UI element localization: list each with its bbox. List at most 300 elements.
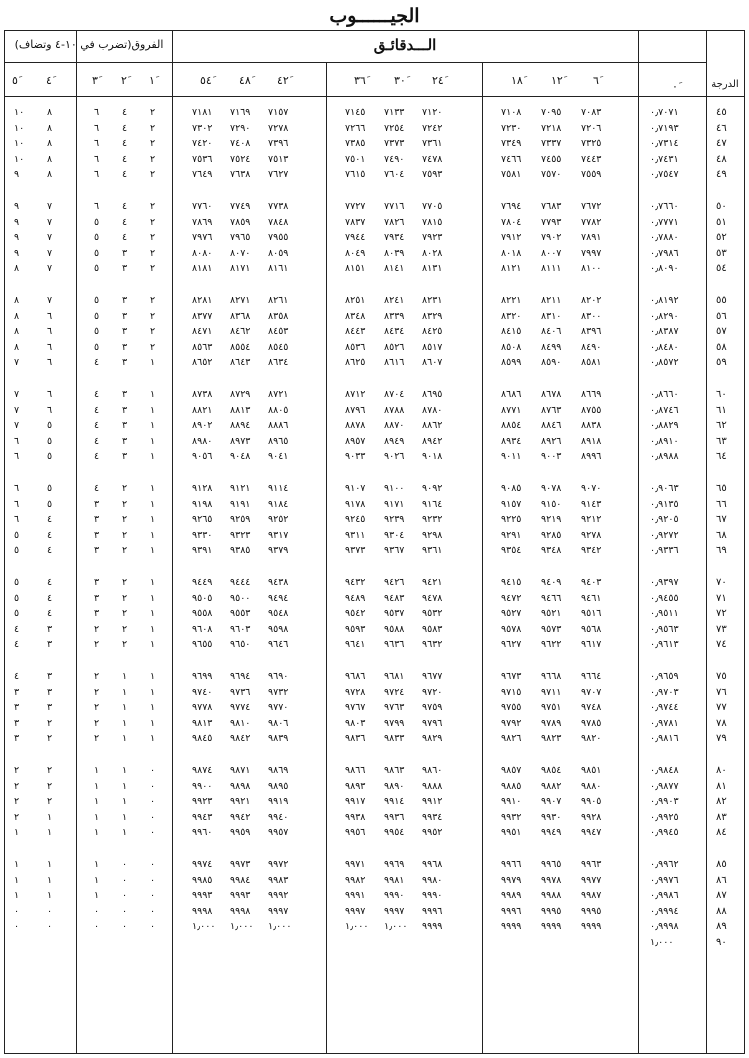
minute-cell: ٩٩٧٣ <box>230 859 251 870</box>
value-cell: ٠٫٨٩٨٨ <box>650 451 679 463</box>
value-cell: ٠٫٩٤٥٥ <box>650 592 679 604</box>
minute-cell: ٩٩٠٥ <box>581 796 602 808</box>
minute-col-header: ٤٢َ <box>277 74 289 87</box>
minute-cell: ٩٦٠٣ <box>230 623 251 635</box>
minute-cell: ٧٢٠٦ <box>581 122 602 134</box>
difference-cell: ٠ <box>150 921 156 933</box>
minute-cell: ٩٨٨٠ <box>581 780 602 792</box>
minute-cell: ٨٣١٠ <box>541 310 562 322</box>
difference-cell: ٢ <box>150 201 156 212</box>
difference-cell: ١٠ <box>14 122 25 134</box>
minute-cell: ٧٢٣٠ <box>501 122 522 134</box>
degree-header: الدرجة <box>711 79 739 90</box>
difference-cell: ١ <box>94 765 100 776</box>
difference-cell: ١ <box>94 780 100 792</box>
difference-cell: ١ <box>122 765 128 776</box>
border-right <box>744 30 745 1054</box>
value-cell: ٠٫٩٩٧٦ <box>650 874 679 886</box>
difference-cell: ١٠ <box>14 138 25 150</box>
minute-cell: ٨٧٠٤ <box>384 389 405 400</box>
minute-cell: ٨٦٠٧ <box>422 357 443 369</box>
degree-cell: ٨٧ <box>716 890 727 902</box>
difference-cell: ٣ <box>47 702 53 714</box>
minute-cell: ٩٩٢٨ <box>581 811 602 823</box>
minute-cell: ٩٣٤٨ <box>541 545 562 557</box>
difference-cell: ٦ <box>94 107 100 118</box>
minute-cell: ٩٦٥٥ <box>192 639 213 651</box>
value-cell: ٠٫٩٧٠٣ <box>650 686 679 698</box>
minute-cell: ٩٥٨٨ <box>384 623 405 635</box>
divider <box>172 30 173 1054</box>
minute-cell: ٨٣٢٩ <box>422 310 443 322</box>
minute-cell: ٩٨٦٦ <box>345 765 366 776</box>
minute-cell: ٨٦٢٥ <box>345 357 366 369</box>
difference-cell: ٤ <box>14 671 20 682</box>
difference-cell: ٣ <box>47 639 53 651</box>
difference-cell: ١ <box>150 483 156 494</box>
value-cell: ١٫٠٠٠ <box>650 937 674 948</box>
minute-cell: ٩٤٨٣ <box>384 592 405 604</box>
difference-cell: ٠ <box>150 874 156 886</box>
value-cell: ٠٫٩٢٧٢ <box>650 529 679 541</box>
degree-cell: ٨٨ <box>716 905 727 917</box>
minute-cell: ٧٦٠٤ <box>384 169 405 181</box>
minute-cell: ٨٥٥٤ <box>230 341 251 353</box>
difference-cell: ٢ <box>122 639 128 651</box>
difference-cell: ٢ <box>122 592 128 604</box>
difference-cell: ١ <box>122 780 128 792</box>
minute-cell: ٩٩٤٠ <box>268 811 289 823</box>
minute-cell: ٩٩٩٦ <box>422 905 443 917</box>
difference-cell: ١ <box>150 592 156 604</box>
minute-cell: ٨٤٥٣ <box>268 326 289 338</box>
difference-cell: ٠ <box>14 921 20 933</box>
minute-cell: ٩٧٦٣ <box>384 702 405 714</box>
minute-cell: ٩٥٤٨ <box>268 608 289 620</box>
difference-cell: ٦ <box>47 404 53 416</box>
minute-cell: ١٫٠٠٠ <box>230 921 254 933</box>
minute-cell: ٧٩٩٧ <box>581 247 602 259</box>
minute-cell: ٩٨٢٣ <box>541 733 562 745</box>
minute-cell: ٩٩٩٧ <box>384 905 405 917</box>
difference-cell: ٥ <box>47 498 53 510</box>
minute-cell: ٩٢٣٩ <box>384 514 405 526</box>
minute-cell: ٩٩٩٩ <box>501 921 522 933</box>
value-cell: ٠٫٩٩٨٦ <box>650 890 679 902</box>
difference-cell: ٢ <box>47 765 53 776</box>
value-cell: ٠٫٩٦٥٩ <box>650 671 679 682</box>
minute-cell: ٩٢٥٩ <box>230 514 251 526</box>
difference-cell: ١ <box>150 357 156 369</box>
difference-cell: ٤ <box>122 153 128 165</box>
degree-cell: ٥٤ <box>716 263 727 275</box>
minute-cell: ٩٦٤٦ <box>268 639 289 651</box>
minute-cell: ٩٣١٧ <box>268 529 289 541</box>
divider <box>638 30 639 1054</box>
degree-cell: ٦٥ <box>716 483 727 494</box>
minute-cell: ٩٩٤٧ <box>581 827 602 839</box>
value-cell: ٠٫٩٩٤٥ <box>650 827 679 839</box>
minute-cell: ٩٩٩٩ <box>541 921 562 933</box>
minute-cell: ٨٤٠٦ <box>541 326 562 338</box>
minute-cell: ٩٨٦٩ <box>268 765 289 776</box>
difference-cell: ٩ <box>14 201 20 212</box>
degree-cell: ٤٨ <box>716 153 727 165</box>
header-divider <box>4 62 707 63</box>
minute-cell: ٩٩٩٧ <box>268 905 289 917</box>
difference-cell: ٣ <box>122 451 128 463</box>
minute-cell: ٧٤٥٥ <box>541 153 562 165</box>
minute-cell: ٩٩٩٣ <box>192 890 213 902</box>
difference-cell: ١ <box>122 671 128 682</box>
minute-cell: ٩٩٢٣ <box>192 796 213 808</box>
difference-cell: ٣ <box>122 357 128 369</box>
minute-cell: ٩٢١٢ <box>581 514 602 526</box>
difference-cell: ٣ <box>94 545 100 557</box>
minute-cell: ٩٧٧٠ <box>268 702 289 714</box>
minute-cell: ٨٦٩٥ <box>422 389 443 400</box>
minute-cell: ٩٨١٠ <box>230 717 251 729</box>
minute-cell: ٧٧٨٢ <box>581 216 602 228</box>
minute-col-header: ٣٠َ <box>394 74 406 87</box>
minute-cell: ٩٤٧٨ <box>422 592 443 604</box>
minute-cell: ٩٩١٧ <box>345 796 366 808</box>
value-cell: ٠٫٨٥٧٢ <box>650 357 679 369</box>
minute-col-header: ١٢َ <box>551 74 563 87</box>
difference-cell: ٥ <box>14 608 20 620</box>
minute-cell: ٩٩٤٢ <box>230 811 251 823</box>
difference-cell: ٦ <box>94 201 100 212</box>
difference-cell: ٠ <box>47 921 53 933</box>
minute-cell: ٩٧٢٨ <box>345 686 366 698</box>
minute-cell: ٧٢٤٢ <box>422 122 443 134</box>
difference-cell: ٠ <box>122 890 128 902</box>
minute-cell: ٧٦٨٣ <box>541 201 562 212</box>
minute-cell: ٧٨٠٤ <box>501 216 522 228</box>
difference-cell: ١ <box>150 733 156 745</box>
minute-cell: ٧٢٦٦ <box>345 122 366 134</box>
minute-cell: ٩٣٥٤ <box>501 545 522 557</box>
minute-cell: ٨٠٧٠ <box>230 247 251 259</box>
degree-cell: ٦٠ <box>716 389 727 400</box>
difference-cell: ٢ <box>150 247 156 259</box>
difference-cell: ٥ <box>94 310 100 322</box>
difference-cell: ١ <box>94 796 100 808</box>
minute-cell: ٩٤٦٦ <box>541 592 562 604</box>
minute-cell: ٨٦٥٢ <box>192 357 213 369</box>
minute-cell: ٨٧١٢ <box>345 389 366 400</box>
minute-cell: ٩٩٧١ <box>345 859 366 870</box>
diff-col-header: ٢َ <box>121 74 127 87</box>
degree-cell: ٨٩ <box>716 921 727 933</box>
degree-cell: ٦٢ <box>716 420 727 432</box>
minute-cell: ٨٩٦٥ <box>268 435 289 447</box>
difference-cell: ١ <box>122 827 128 839</box>
difference-cell: ١ <box>94 874 100 886</box>
minute-cell: ٩٩٦٩ <box>384 859 405 870</box>
minute-cell: ٨٩٩٦ <box>581 451 602 463</box>
degree-cell: ٩٠ <box>716 937 727 948</box>
degree-cell: ٥١ <box>716 216 727 228</box>
minute-cell: ٩٢٢٥ <box>501 514 522 526</box>
minute-cell: ٨٤٣٤ <box>384 326 405 338</box>
minute-cell: ٩٩٨٥ <box>192 874 213 886</box>
difference-cell: ٢ <box>122 483 128 494</box>
minute-cell: ٩٨٩٣ <box>345 780 366 792</box>
difference-cell: ٥ <box>14 545 20 557</box>
minute-cell: ٧٤٢٠ <box>192 138 213 150</box>
value-cell: ٠٫٧٥٤٧ <box>650 169 679 181</box>
difference-cell: ٢ <box>150 341 156 353</box>
minute-cell: ٩٩٩٢ <box>268 890 289 902</box>
minute-cell: ٩٨٩٥ <box>268 780 289 792</box>
value-cell: ٠٫٧٨٨٠ <box>650 232 679 244</box>
difference-cell: ٢ <box>150 310 156 322</box>
difference-cell: ٤ <box>122 216 128 228</box>
minute-cell: ٩٩٧٤ <box>192 859 213 870</box>
difference-cell: ٥ <box>14 529 20 541</box>
minute-cell: ٨٣٧٧ <box>192 310 213 322</box>
minute-cell: ٩٨٥١ <box>581 765 602 776</box>
minute-cell: ٩٧٣٢ <box>268 686 289 698</box>
minute-cell: ٩٨٢٦ <box>501 733 522 745</box>
minute-cell: ٨٤١٥ <box>501 326 522 338</box>
value-cell: ٠٫٩٧٤٤ <box>650 702 679 714</box>
minute-cell: ٩٩٥١ <box>501 827 522 839</box>
value-cell: ٠٫٩٩٢٥ <box>650 811 679 823</box>
minute-cell: ٩٥٨٣ <box>422 623 443 635</box>
difference-cell: ١ <box>150 577 156 588</box>
difference-cell: ٧ <box>14 389 20 400</box>
minute-cell: ٧٥٩٣ <box>422 169 443 181</box>
difference-cell: ٩ <box>14 216 20 228</box>
difference-cell: ٣ <box>47 671 53 682</box>
minute-cell: ٩٨٨٥ <box>501 780 522 792</box>
minute-cell: ٩٦٢٢ <box>541 639 562 651</box>
difference-cell: ٥ <box>94 341 100 353</box>
minute-cell: ٩٨٢٠ <box>581 733 602 745</box>
difference-cell: ٤ <box>14 639 20 651</box>
minute-cell: ١٫٠٠٠ <box>192 921 216 933</box>
difference-cell: ٣ <box>122 404 128 416</box>
minute-cell: ٩٥٦٨ <box>581 623 602 635</box>
difference-cell: ١ <box>150 545 156 557</box>
minute-cell: ٩٤٤٩ <box>192 577 213 588</box>
degree-cell: ٦٣ <box>716 435 727 447</box>
difference-cell: ٦ <box>14 435 20 447</box>
minute-cell: ٨٠٠٧ <box>541 247 562 259</box>
difference-cell: ١ <box>150 514 156 526</box>
minute-cell: ٩٦٤١ <box>345 639 366 651</box>
difference-cell: ١ <box>47 827 53 839</box>
difference-cell: ٧ <box>47 247 53 259</box>
minute-cell: ٧٩٤٤ <box>345 232 366 244</box>
minute-cell: ٨٨٦٢ <box>422 420 443 432</box>
minute-col-header: ٤٨َ <box>239 74 251 87</box>
minute-cell: ٩١٧٨ <box>345 498 366 510</box>
difference-cell: ١ <box>47 859 53 870</box>
minute-col-header: ٠َ <box>672 80 678 93</box>
difference-cell: ٠ <box>94 905 100 917</box>
value-cell: ٠٫٩٦١٣ <box>650 639 679 651</box>
minute-cell: ٨٤٩٩ <box>541 341 562 353</box>
difference-cell: ٤ <box>47 514 53 526</box>
minute-cell: ٩٣٦٧ <box>384 545 405 557</box>
difference-cell: ٨ <box>47 138 53 150</box>
minute-cell: ٩١٠٧ <box>345 483 366 494</box>
degree-cell: ٨٠ <box>716 765 727 776</box>
value-cell: ٠٫٩١٣٥ <box>650 498 679 510</box>
degree-cell: ٦٤ <box>716 451 727 463</box>
minute-cell: ٧١٢٠ <box>422 107 443 118</box>
minute-cell: ٩٦٨١ <box>384 671 405 682</box>
minute-cell: ٩٩٤٣ <box>192 811 213 823</box>
difference-cell: ٤ <box>94 404 100 416</box>
minute-cell: ٩٦٩٩ <box>192 671 213 682</box>
minute-cell: ٨٧٨٠ <box>422 404 443 416</box>
difference-cell: ٨ <box>14 263 20 275</box>
difference-cell: ٦ <box>94 169 100 181</box>
degree-cell: ٧٤ <box>716 639 727 651</box>
minute-cell: ٩٠١١ <box>501 451 522 463</box>
minute-cell: ٩٥٠٠ <box>230 592 251 604</box>
minute-cell: ٩٣٠٤ <box>384 529 405 541</box>
minute-cell: ٨٢٦١ <box>268 295 289 306</box>
difference-cell: ١ <box>14 874 20 886</box>
minute-cell: ٧٣٣٧ <box>541 138 562 150</box>
minute-cell: ٩٩٣٠ <box>541 811 562 823</box>
minute-cell: ٩٣٩١ <box>192 545 213 557</box>
minute-cell: ٩٤٠٣ <box>581 577 602 588</box>
degree-cell: ٥٥ <box>716 295 727 306</box>
difference-cell: ١ <box>150 498 156 510</box>
minute-cell: ٩٢٦٥ <box>192 514 213 526</box>
degree-cell: ٥٢ <box>716 232 727 244</box>
minute-cell: ٩٢٨٥ <box>541 529 562 541</box>
minute-cell: ٩٥٠٥ <box>192 592 213 604</box>
difference-cell: ٥ <box>47 451 53 463</box>
difference-cell: ٦ <box>47 357 53 369</box>
border-bottom <box>4 1053 745 1054</box>
minute-cell: ٩٩٨٨ <box>541 890 562 902</box>
minute-cell: ٩٥٩٣ <box>345 623 366 635</box>
minute-cell: ٩٩٦٠ <box>192 827 213 839</box>
minute-cell: ٩٨٨٨ <box>422 780 443 792</box>
minute-cell: ٩٣٤٢ <box>581 545 602 557</box>
minute-cell: ٩٨٠٦ <box>268 717 289 729</box>
minute-cell: ٩٨٦٠ <box>422 765 443 776</box>
difference-cell: ٦ <box>14 514 20 526</box>
minute-cell: ٧٢٧٨ <box>268 122 289 134</box>
minute-cell: ٨٤٩٠ <box>581 341 602 353</box>
difference-cell: ٢ <box>14 811 20 823</box>
difference-cell: ٢ <box>150 122 156 134</box>
minute-cell: ٩٩٨١ <box>384 874 405 886</box>
value-cell: ٠٫٩٩٠٣ <box>650 796 679 808</box>
minute-cell: ٨١٧١ <box>230 263 251 275</box>
minute-cell: ٩٦٦٨ <box>541 671 562 682</box>
difference-cell: ١ <box>14 859 20 870</box>
minute-cell: ٩٨٣٦ <box>345 733 366 745</box>
divider <box>706 30 707 1054</box>
minute-cell: ٩٩١٤ <box>384 796 405 808</box>
value-cell: ٠٫٩٩٦٢ <box>650 859 679 870</box>
difference-cell: ٤ <box>14 623 20 635</box>
minute-cell: ٨٩٤٩ <box>384 435 405 447</box>
minute-cell: ٩٧٤٠ <box>192 686 213 698</box>
difference-cell: ٢ <box>150 107 156 118</box>
degree-cell: ٥٣ <box>716 247 727 259</box>
minute-cell: ٩٥٧٣ <box>541 623 562 635</box>
minute-cell: ٩٩٩٨ <box>192 905 213 917</box>
difference-cell: ١ <box>150 686 156 698</box>
minute-cell: ٧٨٩١ <box>581 232 602 244</box>
difference-cell: ٤ <box>94 357 100 369</box>
minute-cell: ٧٨٦٩ <box>192 216 213 228</box>
difference-cell: ٦ <box>47 310 53 322</box>
difference-cell: ٢ <box>94 623 100 635</box>
difference-cell: ٣ <box>122 341 128 353</box>
minute-cell: ٩٤٣٨ <box>268 577 289 588</box>
minute-cell: ٨٠٢٨ <box>422 247 443 259</box>
minute-cell: ٩٩٦٥ <box>541 859 562 870</box>
value-cell: ٠٫٨٠٩٠ <box>650 263 679 275</box>
difference-cell: ٨ <box>47 153 53 165</box>
difference-cell: ٣ <box>94 514 100 526</box>
minute-cell: ٨٥٩٩ <box>501 357 522 369</box>
minute-cell: ٧١٣٣ <box>384 107 405 118</box>
minute-cell: ٨١٤١ <box>384 263 405 275</box>
difference-cell: ٣ <box>47 686 53 698</box>
minute-cell: ٩٤٢٦ <box>384 577 405 588</box>
minute-cell: ٩٩٣٨ <box>345 811 366 823</box>
minute-cell: ٩٧٣٦ <box>230 686 251 698</box>
minute-cell: ٧٦٩٤ <box>501 201 522 212</box>
difference-cell: ٦ <box>14 498 20 510</box>
difference-cell: ٣ <box>122 263 128 275</box>
difference-cell: ٢ <box>122 623 128 635</box>
minute-cell: ٨٤٦٢ <box>230 326 251 338</box>
minute-cell: ٨٠٥٩ <box>268 247 289 259</box>
minute-cell: ٧٩٥٥ <box>268 232 289 244</box>
minute-cell: ٨٨٠٥ <box>268 404 289 416</box>
minute-cell: ٨٦٨٦ <box>501 389 522 400</box>
minute-cell: ٩٥٢٧ <box>501 608 522 620</box>
minute-cell: ٩٧١١ <box>541 686 562 698</box>
value-cell: ٠٫٩٣٩٧ <box>650 577 679 588</box>
minute-cell: ٩٨٩٠ <box>384 780 405 792</box>
minute-cell: ٩٩٧٢ <box>268 859 289 870</box>
minute-cell: ٩٣٢٣ <box>230 529 251 541</box>
difference-cell: ٠ <box>150 796 156 808</box>
difference-cell: ٥ <box>94 232 100 244</box>
difference-cell: ٨ <box>47 122 53 134</box>
difference-cell: ٩ <box>14 232 20 244</box>
minute-cell: ٧٧٩٣ <box>541 216 562 228</box>
minute-cell: ٨٢١١ <box>541 295 562 306</box>
minute-cell: ٩١٢٨ <box>192 483 213 494</box>
minute-cell: ٧٥٠١ <box>345 153 366 165</box>
value-cell: ٠٫٩٠٦٣ <box>650 483 679 494</box>
difference-cell: ٢ <box>150 216 156 228</box>
minute-cell: ٨٣٤٨ <box>345 310 366 322</box>
difference-cell: ٣ <box>94 608 100 620</box>
minute-cell: ٧٢٥٤ <box>384 122 405 134</box>
minute-cell: ٩٩٩٧ <box>345 905 366 917</box>
difference-cell: ٢ <box>14 780 20 792</box>
minute-cell: ٧٧١٦ <box>384 201 405 212</box>
minute-cell: ٩٠٧٨ <box>541 483 562 494</box>
